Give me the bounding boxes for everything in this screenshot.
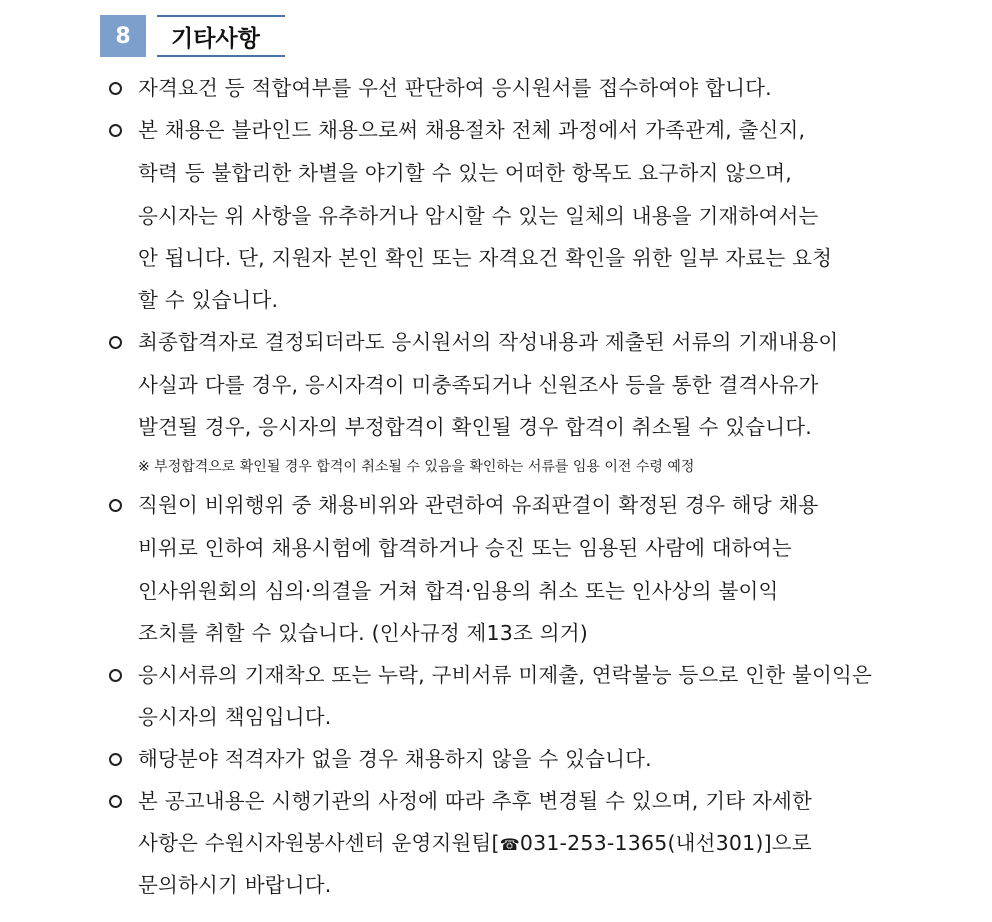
item-text: 사실과 다를 경우, 응시자격이 미충족되거나 신원조사 등을 통한 결격사유가 <box>138 373 819 397</box>
item-text: 해당분야 적격자가 없을 경우 채용하지 않을 수 있습니다. <box>138 747 652 771</box>
circle-bullet-icon <box>109 82 122 95</box>
section-number: 8 <box>100 15 146 57</box>
circle-bullet-icon <box>109 499 122 512</box>
item-text: 직원이 비위행위 중 채용비위와 관련하여 유죄판결이 확정된 경우 해당 채용 <box>138 493 819 517</box>
section-title: 기타사항 <box>157 15 285 57</box>
contact-line <box>138 828 812 860</box>
circle-bullet-icon <box>109 753 122 766</box>
phone-number: 031-253-1365(내선301) <box>519 831 764 855</box>
item-text: 자격요건 등 적합여부를 우선 판단하여 응시원서를 접수하여야 합니다. <box>138 76 772 100</box>
item-text: 조치를 취할 수 있습니다. (인사규정 제13조 의거) <box>138 621 588 645</box>
item-text: 안 됩니다. 단, 지원자 본인 확인 또는 자격요건 확인을 위한 일부 자료는 요청 <box>138 246 833 270</box>
item-text: 본 공고내용은 시행기관의 사정에 따라 추후 변경될 수 있으며, 기타 자세한 <box>138 789 812 813</box>
item-text: 응시서류의 기재착오 또는 누락, 구비서류 미제출, 연락불능 등으로 인한 불이익은 <box>138 663 872 687</box>
item-text: 응시자는 위 사항을 유추하거나 암시할 수 있는 일체의 내용을 기재하여서는 <box>138 204 819 228</box>
item-text: 응시자의 책임입니다. <box>138 705 332 729</box>
circle-bullet-icon <box>109 124 122 137</box>
section-header <box>100 15 285 57</box>
item-text: 문의하시기 바랍니다. <box>138 873 332 897</box>
circle-bullet-icon <box>109 669 122 682</box>
circle-bullet-icon <box>109 795 122 808</box>
circle-bullet-icon <box>109 336 122 349</box>
phone-icon: ☎ <box>499 835 520 854</box>
contact-prefix: 사항은 수원시자원봉사센터 운영지원팀[ <box>138 831 500 855</box>
item-text: 학력 등 불합리한 차별을 야기할 수 있는 어떠한 항목도 요구하지 않으며, <box>138 161 792 185</box>
item-text: 할 수 있습니다. <box>138 288 279 312</box>
item-text: 인사위원회의 심의·의결을 거쳐 합격·임용의 취소 또는 인사상의 불이익 <box>138 579 779 603</box>
item-text: 본 채용은 블라인드 채용으로써 채용절차 전체 과정에서 가족관계, 출신지, <box>138 118 806 142</box>
contact-suffix: ]으로 <box>763 831 812 855</box>
item-text: 비위로 인하여 채용시험에 합격하거나 승진 또는 임용된 사람에 대하여는 <box>138 536 792 560</box>
item-text: 발견될 경우, 응시자의 부정합격이 확인될 경우 합격이 취소될 수 있습니다. <box>138 415 812 439</box>
item-text: 최종합격자로 결정되더라도 응시원서의 작성내용과 제출된 서류의 기재내용이 <box>138 330 839 354</box>
item-note: ※ 부정합격으로 확인될 경우 합격이 취소될 수 있음을 확인하는 서류를 임용 이전 수령 예정 <box>138 459 695 475</box>
